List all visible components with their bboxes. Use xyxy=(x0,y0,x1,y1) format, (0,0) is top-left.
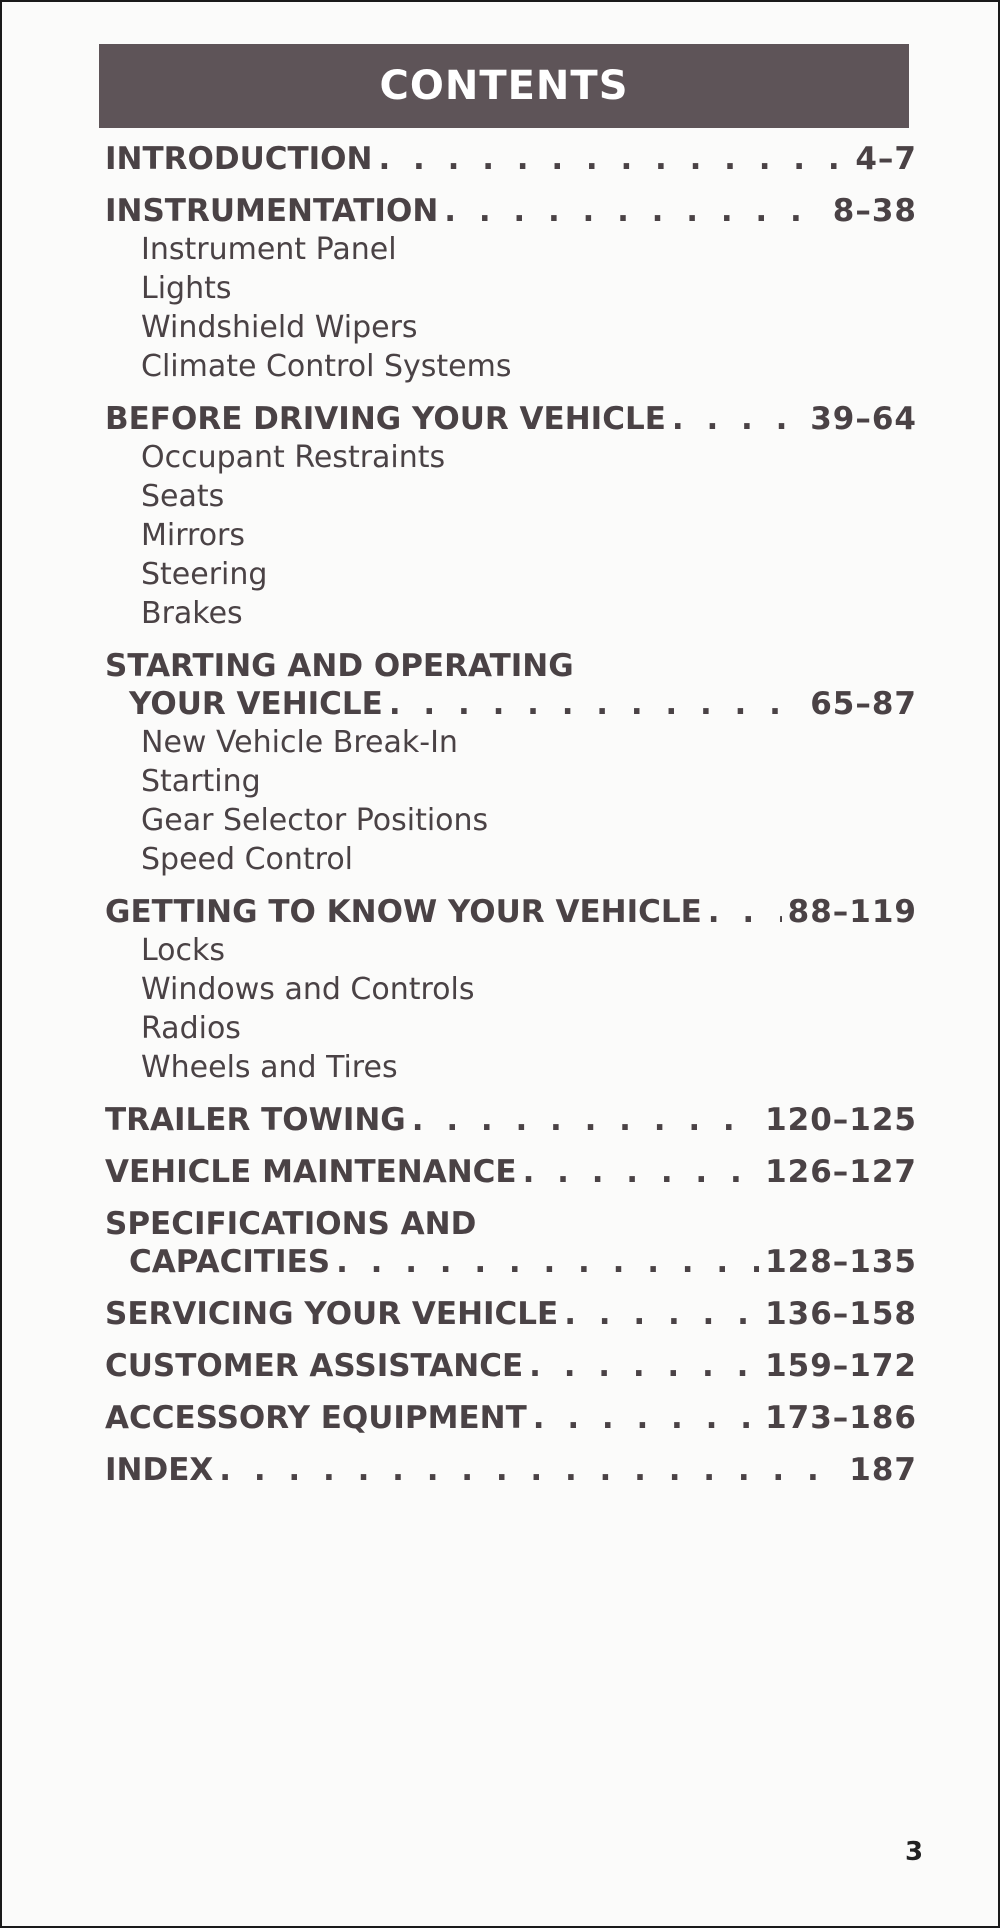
toc-entry-title: SERVICING YOUR VEHICLE xyxy=(105,1296,559,1332)
toc-subentry: Starting xyxy=(141,764,261,799)
table-of-contents xyxy=(105,140,917,1503)
toc-subentry: New Vehicle Break-In xyxy=(141,725,458,760)
toc-entry-pages: 88–119 xyxy=(787,894,917,930)
toc-subentry: Mirrors xyxy=(141,518,246,553)
toc-entry-pages: 136–158 xyxy=(765,1296,917,1332)
toc-subentry: Locks xyxy=(141,933,226,968)
toc-entry-pages: 4–7 xyxy=(855,141,917,177)
toc-entry-title: INDEX xyxy=(105,1452,214,1488)
toc-subentry: Brakes xyxy=(141,596,243,631)
page-number: 3 xyxy=(905,1837,924,1867)
toc-subentry: Climate Control Systems xyxy=(141,349,512,384)
dot-leader xyxy=(523,1153,760,1191)
toc-subentry: Radios xyxy=(141,1011,241,1046)
dot-leader xyxy=(564,1295,759,1333)
dot-leader xyxy=(529,1347,759,1385)
toc-entry-row xyxy=(105,685,917,723)
dot-leader xyxy=(389,685,804,723)
toc-entry xyxy=(105,1101,917,1139)
dot-leader xyxy=(412,1101,759,1139)
toc-entry-pages: 159–172 xyxy=(765,1348,917,1384)
toc-entry-row xyxy=(105,140,917,178)
toc-entry-title-line1: SPECIFICATIONS AND xyxy=(105,1206,477,1242)
dot-leader xyxy=(672,400,804,438)
toc-entry-title: ACCESSORY EQUIPMENT xyxy=(105,1400,527,1436)
toc-entry-pages: 128–135 xyxy=(765,1244,917,1280)
toc-entry-row xyxy=(105,1153,917,1191)
toc-entry-pages: 65–87 xyxy=(810,686,917,722)
toc-entry xyxy=(105,1399,917,1437)
toc-entry-pages: 120–125 xyxy=(765,1102,917,1138)
toc-entry-title: INSTRUMENTATION xyxy=(105,193,439,229)
toc-entry-row xyxy=(105,1243,917,1281)
toc-entry xyxy=(105,1153,917,1191)
dot-leader xyxy=(444,192,827,230)
dot-leader xyxy=(219,1451,843,1489)
toc-subentry: Windshield Wipers xyxy=(141,310,418,345)
toc-entry-row xyxy=(105,893,917,931)
toc-entry-pages: 8–38 xyxy=(832,193,917,229)
toc-subentry: Steering xyxy=(141,557,268,592)
dot-leader xyxy=(708,893,782,931)
toc-subentry: Occupant Restraints xyxy=(141,440,446,475)
toc-entry-title: YOUR VEHICLE xyxy=(129,686,383,722)
toc-entry-title: CAPACITIES xyxy=(129,1244,331,1280)
toc-entry-row xyxy=(105,400,917,438)
toc-entry-title: INTRODUCTION xyxy=(105,141,373,177)
dot-leader xyxy=(336,1243,759,1281)
toc-entry-pages: 126–127 xyxy=(765,1154,917,1190)
toc-subentry: Lights xyxy=(141,271,232,306)
toc-entry xyxy=(105,400,917,633)
toc-entry-title-line1: STARTING AND OPERATING xyxy=(105,648,574,684)
toc-entry xyxy=(105,647,917,879)
toc-entry-title: CUSTOMER ASSISTANCE xyxy=(105,1348,524,1384)
toc-entry-title: GETTING TO KNOW YOUR VEHICLE xyxy=(105,894,702,930)
contents-header-bar xyxy=(99,44,909,128)
toc-entry-title: VEHICLE MAINTENANCE xyxy=(105,1154,517,1190)
toc-entry xyxy=(105,140,917,178)
toc-entry xyxy=(105,1347,917,1385)
toc-entry-pages: 39–64 xyxy=(810,401,917,437)
toc-entry xyxy=(105,1451,917,1489)
toc-subentry: Windows and Controls xyxy=(141,972,475,1007)
toc-subentry: Gear Selector Positions xyxy=(141,803,489,838)
contents-title: CONTENTS xyxy=(379,63,629,109)
toc-entry-row xyxy=(105,192,917,230)
toc-entry-row xyxy=(105,1101,917,1139)
toc-entry xyxy=(105,1295,917,1333)
dot-leader xyxy=(378,140,849,178)
toc-entry xyxy=(105,192,917,386)
toc-entry-pages: 187 xyxy=(849,1452,917,1488)
toc-subentry: Speed Control xyxy=(141,842,354,877)
toc-entry-row xyxy=(105,1295,917,1333)
toc-entry-row xyxy=(105,1399,917,1437)
toc-entry-row xyxy=(105,1451,917,1489)
dot-leader xyxy=(533,1399,759,1437)
toc-subentry: Seats xyxy=(141,479,225,514)
toc-entry-title: BEFORE DRIVING YOUR VEHICLE xyxy=(105,401,666,437)
toc-entry xyxy=(105,1205,917,1281)
toc-entry-pages: 173–186 xyxy=(765,1400,917,1436)
toc-entry-row xyxy=(105,1347,917,1385)
toc-subentry: Wheels and Tires xyxy=(141,1050,398,1085)
toc-subentry: Instrument Panel xyxy=(141,232,397,267)
toc-entry xyxy=(105,893,917,1087)
toc-entry-title: TRAILER TOWING xyxy=(105,1102,406,1138)
